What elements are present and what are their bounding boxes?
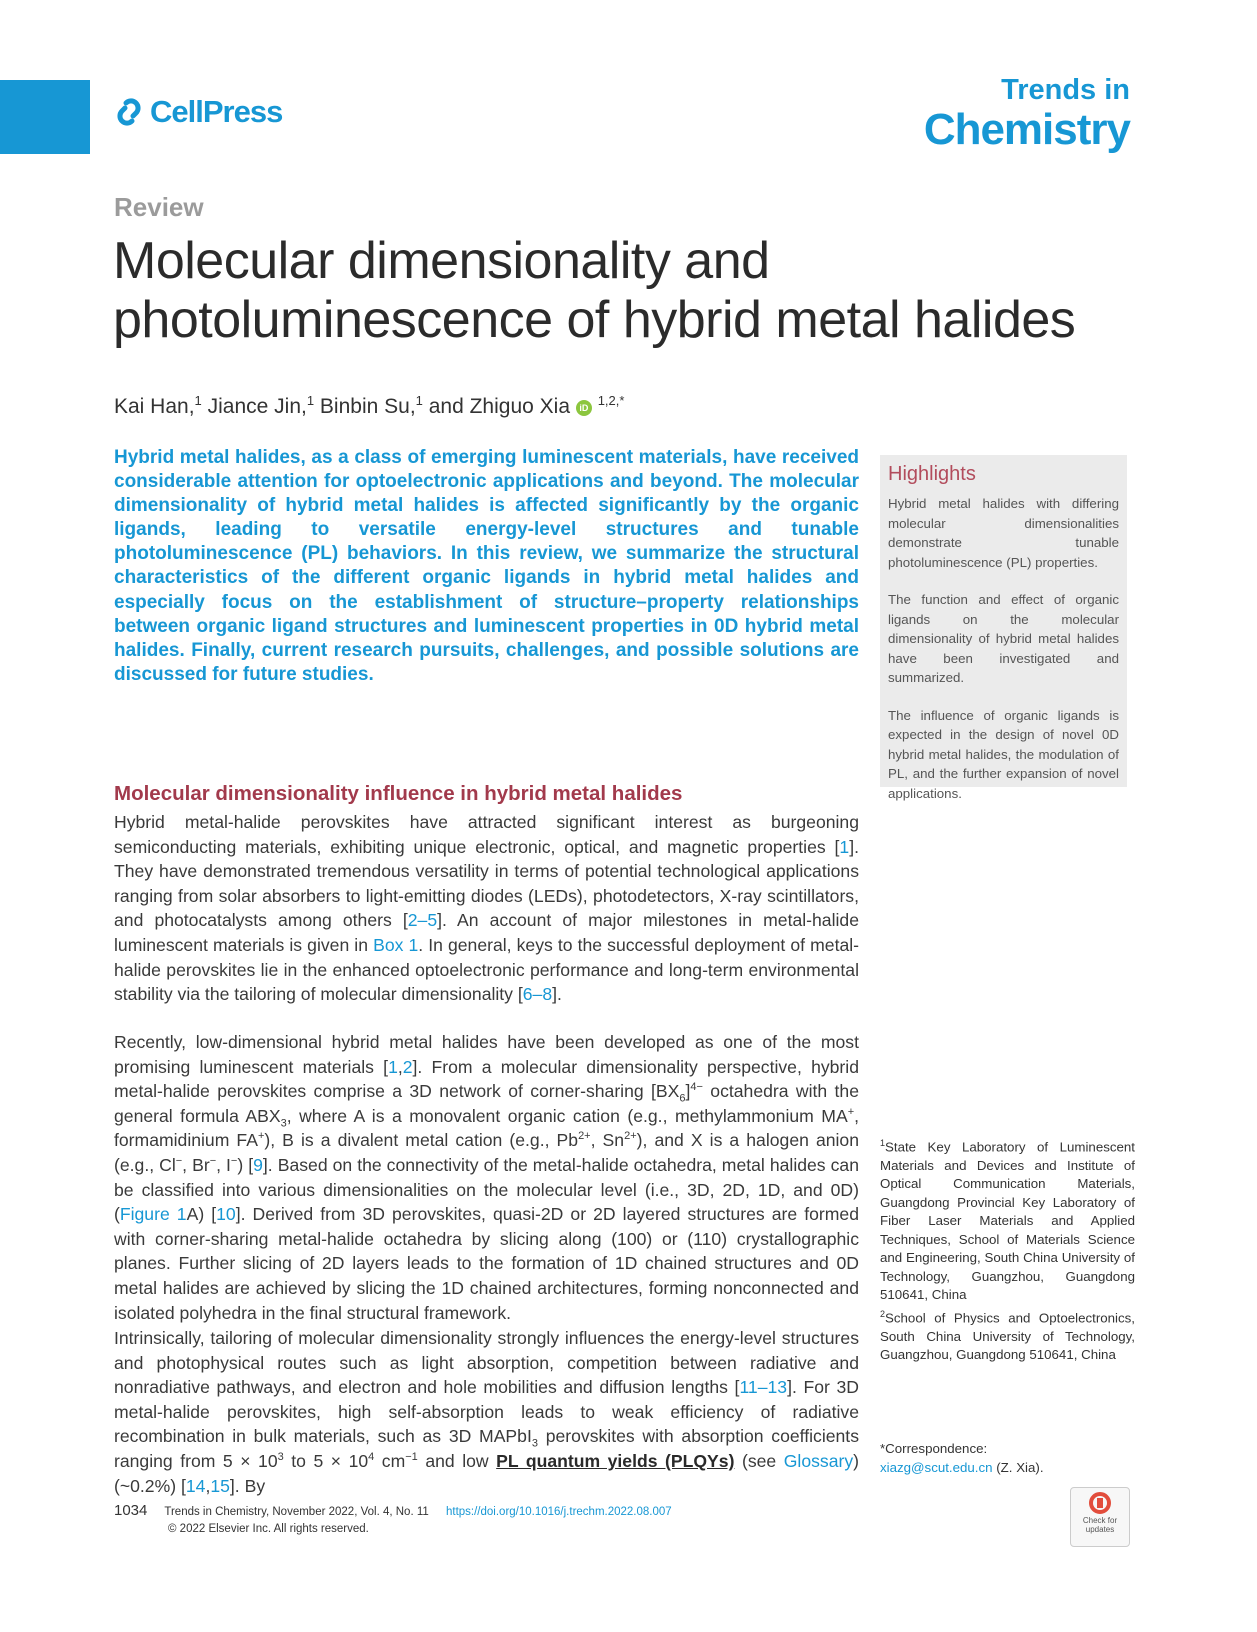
reference-link[interactable]: 11–13 (739, 1377, 788, 1398)
affiliation-number: 2 (880, 1308, 886, 1319)
copyright: © 2022 Elsevier Inc. All rights reserved. (168, 1523, 369, 1535)
reference-link[interactable]: 2–5 (407, 910, 438, 931)
text-run: ) [ (237, 1154, 254, 1175)
text-run: to 5 × 10 (283, 1450, 369, 1471)
correspondence-label: *Correspondence: (880, 1441, 988, 1456)
text-run: Intrinsically, tailoring of molecular dimensionality strongly influences the energy-level structures and photophysical routes such as light absorption, competition between radiative and nonradiative pathways, and electron and hole mobilities and diffusion lengths [ (114, 1328, 859, 1398)
article-title-line2: photoluminescence of hybrid metal halides (113, 291, 1076, 349)
reference-link[interactable]: 2 (402, 1056, 413, 1077)
reference-link[interactable]: 1 (839, 836, 850, 857)
subscript: 3 (531, 1437, 538, 1450)
text-run: ]. For 3D metal-halide perovskites, high self-absorption leads to weak efficiency of radiative recombination in bulk materials, such as 3D MAPbI (114, 1377, 859, 1447)
subscript: 3 (280, 1117, 287, 1130)
article-title (113, 232, 1113, 350)
highlight-item: The influence of organic ligands is expected in the design of novel 0D hybrid metal halides, the modulation of PL, and the further expansion of novel applications. (888, 707, 1119, 801)
text-run: , Br (182, 1154, 210, 1175)
superscript: 2+ (578, 1130, 591, 1143)
article-type: Review (114, 192, 204, 222)
article-title-line1: Molecular dimensionality and (113, 232, 770, 290)
figure-link[interactable]: Figure 1 (119, 1204, 187, 1225)
text-run: ]. (552, 984, 562, 1005)
text-run: . In general, keys to the successful deployment of metal-halide perovskites lie in the enhanced optoelectronic performance and long-term environmental stability via the tailoring of molecular dimensionality [ (114, 934, 860, 1005)
highlight-item: Hybrid metal halides with differing molecular dimensionalities demonstrate tunable photoluminescence (PL) properties. (888, 496, 1119, 570)
correspondence-email[interactable]: xiazg@scut.edu.cn (880, 1459, 993, 1475)
check-line2: updates (1085, 1525, 1115, 1534)
journal-title-line2: Chemistry (923, 105, 1130, 154)
body-paragraph-1 (114, 810, 859, 1007)
affiliation-text: School of Physics and Optoelectronics, South China University of Technology, Guangzhou, Guangdong 510641, China (880, 1310, 1135, 1363)
text-run: ]. They have demonstrated tremendous versatility in terms of potential technological applications ranging from solar absorbers to light-emitting diodes (LEDs), photodetectors, X-ray scintillators, and photocatalysts among others [ (114, 836, 859, 931)
superscript: 4− (690, 1081, 703, 1094)
text-run: Recently, low-dimensional hybrid metal halides have been developed as one of the most promising luminescent materials [ (114, 1032, 859, 1077)
box-link[interactable]: Box 1 (373, 934, 419, 955)
author-affil: 1 (415, 393, 423, 408)
cellpress-logo[interactable] (114, 94, 282, 130)
superscript: 2+ (624, 1130, 637, 1143)
author-name: Kai Han, (114, 395, 195, 418)
check-for-updates-button[interactable] (1070, 1487, 1130, 1547)
brand-color-block (0, 80, 90, 154)
author-name: and Zhiguo Xia (428, 395, 571, 418)
affiliation-1 (880, 1134, 1135, 1305)
reference-link[interactable]: 14 (185, 1475, 206, 1496)
page-number: 1034 (114, 1502, 148, 1519)
text-run: , I (216, 1154, 231, 1175)
text-run: ]. An account of major milestones in metal-halide luminescent materials is given in (114, 910, 859, 955)
highlight-item: The function and effect of organic ligands on the molecular dimensionality of hybrid metal halides have been investigated and summarized. (888, 592, 1119, 685)
text-run: ]. By (229, 1475, 266, 1496)
affiliation-text: State Key Laboratory of Luminescent Materials and Devices and Institute of Optical Communication Materials, Guangdong Provincial Key Laboratory of Fiber Laser Materials and Applied Techniques, School of Materials Science and Engineering, South China University of Technology, Guangzhou, Guangdong 510641, China (880, 1139, 1135, 1303)
text-run: , where A is a monovalent organic cation (e.g., methylammonium MA (286, 1105, 848, 1126)
reference-link[interactable]: 9 (253, 1154, 263, 1175)
check-line1: Check for (1082, 1516, 1118, 1525)
reference-link[interactable]: 10 (216, 1204, 236, 1225)
correspondence-name: (Z. Xia). (996, 1459, 1044, 1475)
abstract: Hybrid metal halides, as a class of emerging luminescent materials, have received considerable attention for optoelectronic applications and beyond. The molecular dimensionality of hybrid metal halides is affected significantly by the organic ligands, leading to versatile energy-level structures and tunable photoluminescence (PL) behaviors. In this review, we summarize the structural characteristics of the different organic ligands in hybrid metal halides and especially focus on the establishment of structure–property relationships between organic ligand structures and luminescent properties in 0D hybrid metal halides. Finally, current research pursuits, challenges, and possible solutions are discussed for future studies. (114, 447, 859, 685)
journal-title[interactable] (924, 76, 1130, 152)
bookmark-icon (1089, 1492, 1111, 1514)
text-run: ), B is a divalent metal cation (e.g., Pb (264, 1130, 579, 1151)
highlights-box (880, 455, 1127, 801)
cellpress-link-icon (114, 97, 144, 127)
superscript: 3 (277, 1451, 284, 1464)
body-paragraph-3: Intrinsically, tailoring of molecular dimensionality strongly influences the energy-level structures and photophysical routes such as light absorption, competition between radiative and nonradiative pathways, and electron and hole mobilities and diffusion lengths [11–13]. For 3D metal-halide perovskites, high self-absorption leads to weak efficiency of radiative recombination in bulk materials, such as 3D MAPbI$_3$ perovskites with absorption coefficients ranging from $5 \times 10^3$ to $5 \times 10^4$ $cm^{-1}$ and low PL quantum yields (PLQYs) (see Glossary) (~0.2%) [14,15]. By (114, 1328, 859, 1496)
reference-link[interactable]: 6–8 (522, 984, 553, 1005)
text-run: Hybrid metal-halide perovskites have attracted significant interest as burgeoning semiconducting materials, exhibiting unique electronic, optical, and magnetic properties [ (114, 812, 859, 857)
text-run: octahedra with the general formula ABX (114, 1081, 859, 1126)
journal-title-line1: Trends in (1001, 74, 1130, 106)
text-run: perovskites with absorption coefficients ranging from 5 × 10 (114, 1426, 859, 1471)
author-name: Binbin Su, (319, 395, 416, 418)
affiliation-number: 1 (880, 1138, 886, 1148)
reference-link[interactable]: 15 (210, 1475, 230, 1496)
body-paragraph-2: Recently, low-dimensional hybrid metal halides have been developed as one of the most promising luminescent materials [1,2]. From a molecular dimensionality perspective, hybrid metal-halide perovskites comprise a 3D network of corner-sharing $[BX_6]^{4-}$ octahedra with the general formula $ABX_3$, where A is a monovalent organic cation (e.g., methylammonium MA+, formamidinium FA+), B is a divalent metal cation (e.g., $Pb^{2+}$, $Sn^{2+}$), and X is a halogen anion (e.g., Cl−, Br−, I−) [9]. Based on the connectivity of the metal-halide octahedra, metal halides can be classified into various dimensionalities on the molecular level (i.e., 3D, 2D, 1D, and 0D) (Figure 1A) [10]. Derived from 3D perovskites, quasi-2D or 2D layered structures are formed with corner-sharing metal-halide octahedra by slicing along (100) or (110) crystallographic planes. Further slicing of 2D layers leads to the formation of 1D chained structures and 0D metal halides are achieved by slicing the 1D chained architectures, forming nonconnected and isolated polyhedra in the final structural framework. (114, 1032, 860, 1323)
correspondence (880, 1440, 1044, 1477)
author-affil: 1 (194, 393, 202, 408)
glossary-term-link[interactable]: PL quantum yields (PLQYs) (496, 1450, 735, 1471)
doi-link[interactable]: https://doi.org/10.1016/j.trechm.2022.08.007 (445, 1506, 672, 1518)
subscript: 6 (679, 1092, 686, 1105)
section-heading: Molecular dimensionality influence in hybrid metal halides (114, 782, 683, 805)
text-run: ]. Based on the connectivity of the metal-halide octahedra, metal halides can be classified into various dimensionalities on the molecular level (i.e., 3D, 2D, 1D, and 0D) ( (114, 1154, 859, 1225)
reference-link[interactable]: 1 (388, 1056, 398, 1077)
affiliations (880, 1134, 1135, 1365)
author-affil: 1 (306, 393, 315, 408)
superscript: −1 (405, 1451, 418, 1464)
text-run: ), and X is a halogen anion (e.g., Cl (114, 1130, 859, 1175)
text-run: , Sn (590, 1130, 625, 1151)
page-footer (114, 1502, 672, 1535)
text-run: A) [ (186, 1204, 217, 1225)
text-run: cm (374, 1450, 406, 1471)
text-run: ) (~0.2%) [ (114, 1450, 859, 1496)
text-run: and low (417, 1450, 497, 1471)
highlights-title: Highlights (888, 463, 976, 485)
text-run: , formamidinium FA (114, 1105, 860, 1151)
author-affil: 1,2,* (597, 393, 625, 408)
author-name: Jiance Jin, (207, 395, 307, 418)
text-run: (see (734, 1450, 784, 1471)
citation: Trends in Chemistry, November 2022, Vol. 4, No. 11 (164, 1506, 429, 1518)
superscript: 4 (368, 1451, 375, 1464)
glossary-link[interactable]: Glossary (783, 1450, 854, 1471)
orcid-icon[interactable]: iD (576, 400, 592, 416)
text-run: ]. From a molecular dimensionality perspective, hybrid metal-halide perovskites comprise a 3D network of corner-sharing [BX (114, 1056, 859, 1102)
affiliation-2 (880, 1305, 1135, 1365)
author-list (114, 393, 624, 419)
text-run: ]. Derived from 3D perovskites, quasi-2D or 2D layered structures are formed with corner-sharing metal-halide octahedra by slicing along (100) or (110) crystallographic planes. Further slicing of 2D layers leads to the formation of 1D chained structures and 0D metal halides are achieved by slicing the 1D chained architectures, forming nonconnected and isolated polyhedra in the final structural framework. (114, 1204, 859, 1323)
publisher-name: CellPress (150, 94, 283, 129)
